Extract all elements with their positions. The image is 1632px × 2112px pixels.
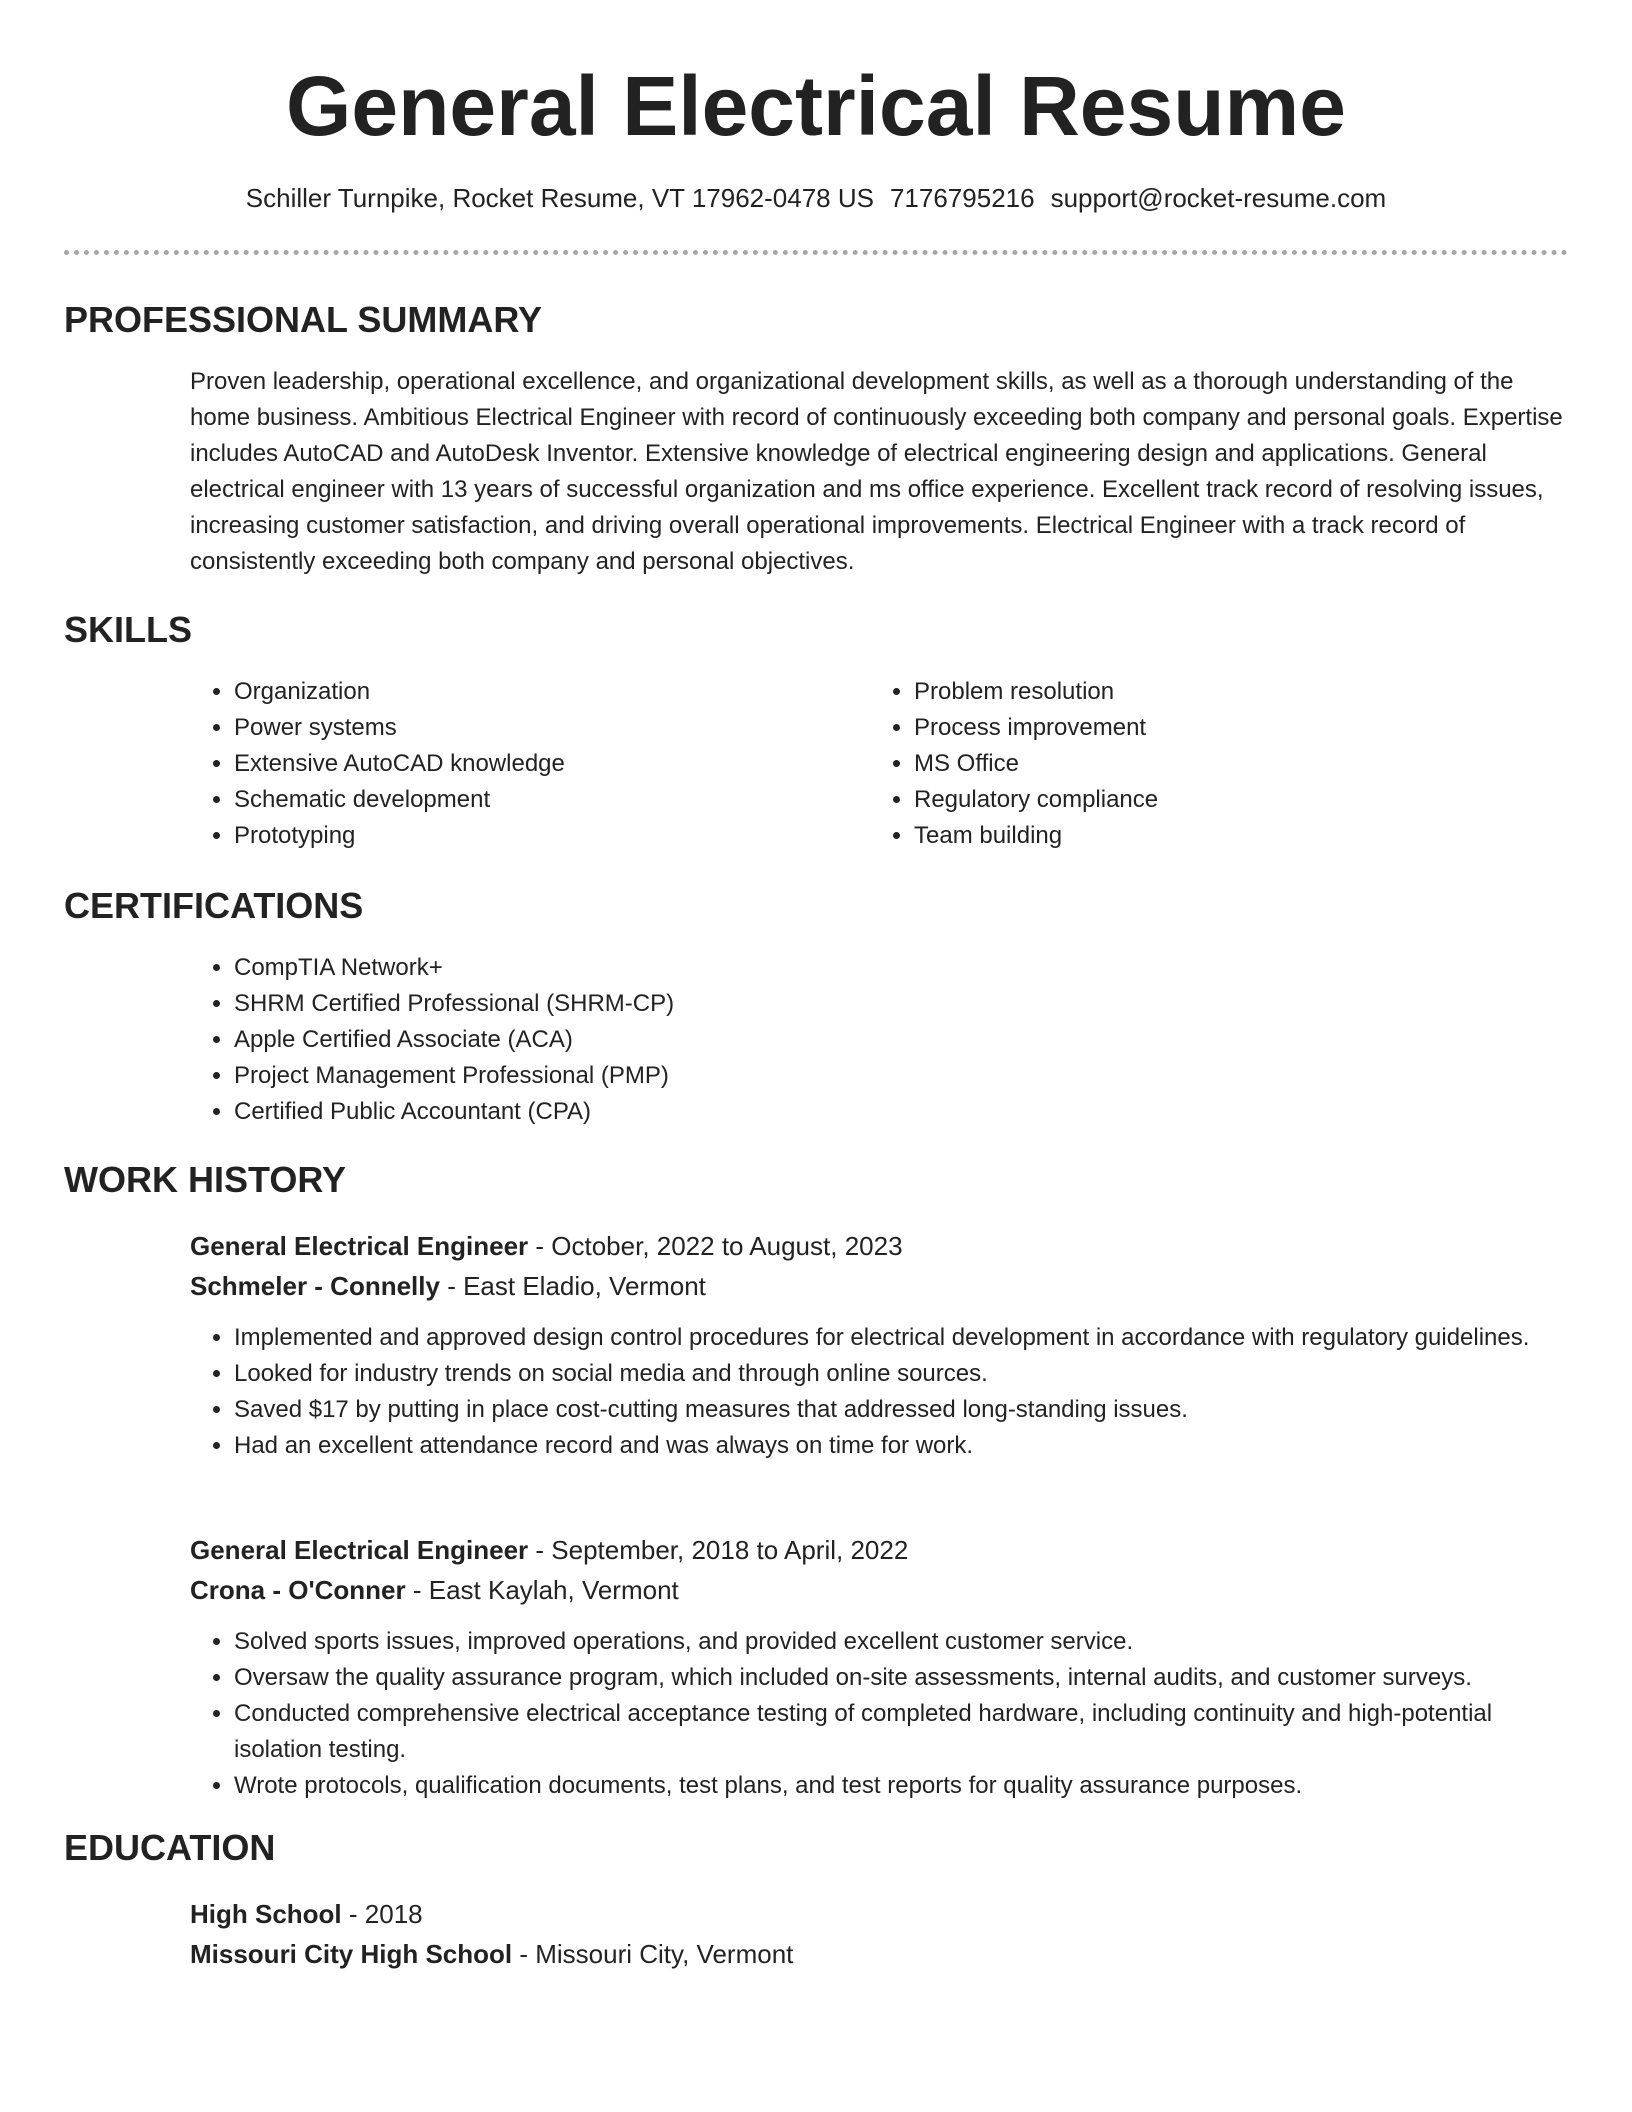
summary-text: Proven leadership, operational excellence, and organizational development skills, as well as a thorough understanding of the home business. Ambitious Electrical Engineer with record of continuously exceeding both company and personal goals. Expertise includes AutoCAD and AutoDesk Inventor. Extensive knowledge of electrical engineering design and applications. General electrical engineer with 13 years of successful organization and ms office experience. Excellent track record of resolving issues, increasing customer satisfaction, and driving overall operational improvements. Electrical Engineer with a track record of consistently exceeding both company and personal objectives. [190, 368, 1563, 575]
summary-heading: PROFESSIONAL SUMMARY [64, 299, 543, 340]
job-bullet: • Had an excellent attendance record and was always on time for work. [234, 1428, 1568, 1464]
education-entry [190, 1894, 1568, 1974]
contact-phone: 7176795216 [889, 183, 1035, 213]
header-divider [64, 250, 1568, 255]
job-company: Crona - O'Conner [190, 1575, 406, 1605]
education-school-line [190, 1934, 1568, 1974]
job-company-line [190, 1570, 1568, 1610]
job-title: General Electrical Engineer [190, 1231, 529, 1261]
contact-address: Schiller Turnpike, Rocket Resume, VT 17962-0478 US [245, 183, 874, 213]
certification-item: • Project Management Professional (PMP) [234, 1058, 1568, 1094]
job-bullets [190, 1624, 1568, 1804]
skills-column-right [870, 674, 1550, 854]
job-location: - East Kaylah, Vermont [405, 1575, 679, 1605]
job-entry [190, 1530, 1568, 1804]
job-title: General Electrical Engineer [190, 1535, 529, 1565]
job-location: - East Eladio, Vermont [439, 1271, 706, 1301]
education-location: - Missouri City, Vermont [512, 1939, 794, 1969]
contact-line [64, 180, 1568, 216]
job-company-line [190, 1266, 1568, 1306]
job-entry [190, 1226, 1568, 1464]
skill-item: • Extensive AutoCAD knowledge [234, 746, 870, 782]
contact-email: support@rocket-resume.com [1050, 183, 1387, 213]
skill-item: • Process improvement [914, 710, 1550, 746]
certification-item: • CompTIA Network+ [234, 950, 1568, 986]
skill-item: • Organization [234, 674, 870, 710]
skill-item: • Team building [914, 818, 1550, 854]
job-bullet: • Looked for industry trends on social media and through online sources. [234, 1356, 1568, 1392]
skills-column-left [190, 674, 870, 854]
skill-item: • Power systems [234, 710, 870, 746]
certification-item: • Certified Public Accountant (CPA) [234, 1094, 1568, 1130]
job-bullet: • Wrote protocols, qualification documents, test plans, and test reports for quality assurance purposes. [234, 1768, 1568, 1804]
certification-item: • SHRM Certified Professional (SHRM-CP) [234, 986, 1568, 1022]
skills-heading: SKILLS [64, 609, 193, 650]
education-heading: EDUCATION [64, 1827, 276, 1868]
summary-block [190, 364, 1568, 580]
education-degree: High School [190, 1899, 342, 1929]
job-bullet: • Conducted comprehensive electrical acceptance testing of completed hardware, including continuity and high-potential isolation testing. [234, 1696, 1568, 1768]
skill-item: • Regulatory compliance [914, 782, 1550, 818]
job-bullet: • Saved $17 by putting in place cost-cutting measures that addressed long-standing issues. [234, 1392, 1568, 1428]
job-bullet: • Oversaw the quality assurance program, which included on-site assessments, internal audits, and customer surveys. [234, 1660, 1568, 1696]
job-title-line [190, 1226, 1568, 1266]
job-company: Schmeler - Connelly [190, 1271, 440, 1301]
skills-list [190, 674, 1568, 854]
job-bullet: • Implemented and approved design control procedures for electrical development in accordance with regulatory guidelines. [234, 1320, 1568, 1356]
skill-item: • MS Office [914, 746, 1550, 782]
skill-item: • Prototyping [234, 818, 870, 854]
resume-title: General Electrical Resume [286, 59, 1346, 153]
skill-item: • Schematic development [234, 782, 870, 818]
certifications-list [190, 950, 1568, 1130]
certifications-heading: CERTIFICATIONS [64, 885, 364, 926]
education-degree-line [190, 1894, 1568, 1934]
job-dates: - October, 2022 to August, 2023 [528, 1231, 903, 1261]
skill-item: • Problem resolution [914, 674, 1550, 710]
job-title-line [190, 1530, 1568, 1570]
education-year: - 2018 [341, 1899, 423, 1929]
job-dates: - September, 2018 to April, 2022 [528, 1535, 909, 1565]
certification-item: • Apple Certified Associate (ACA) [234, 1022, 1568, 1058]
job-bullet: • Solved sports issues, improved operations, and provided excellent customer service. [234, 1624, 1568, 1660]
work-history-heading: WORK HISTORY [64, 1159, 347, 1200]
education-school: Missouri City High School [190, 1939, 513, 1969]
job-bullets [190, 1320, 1568, 1464]
